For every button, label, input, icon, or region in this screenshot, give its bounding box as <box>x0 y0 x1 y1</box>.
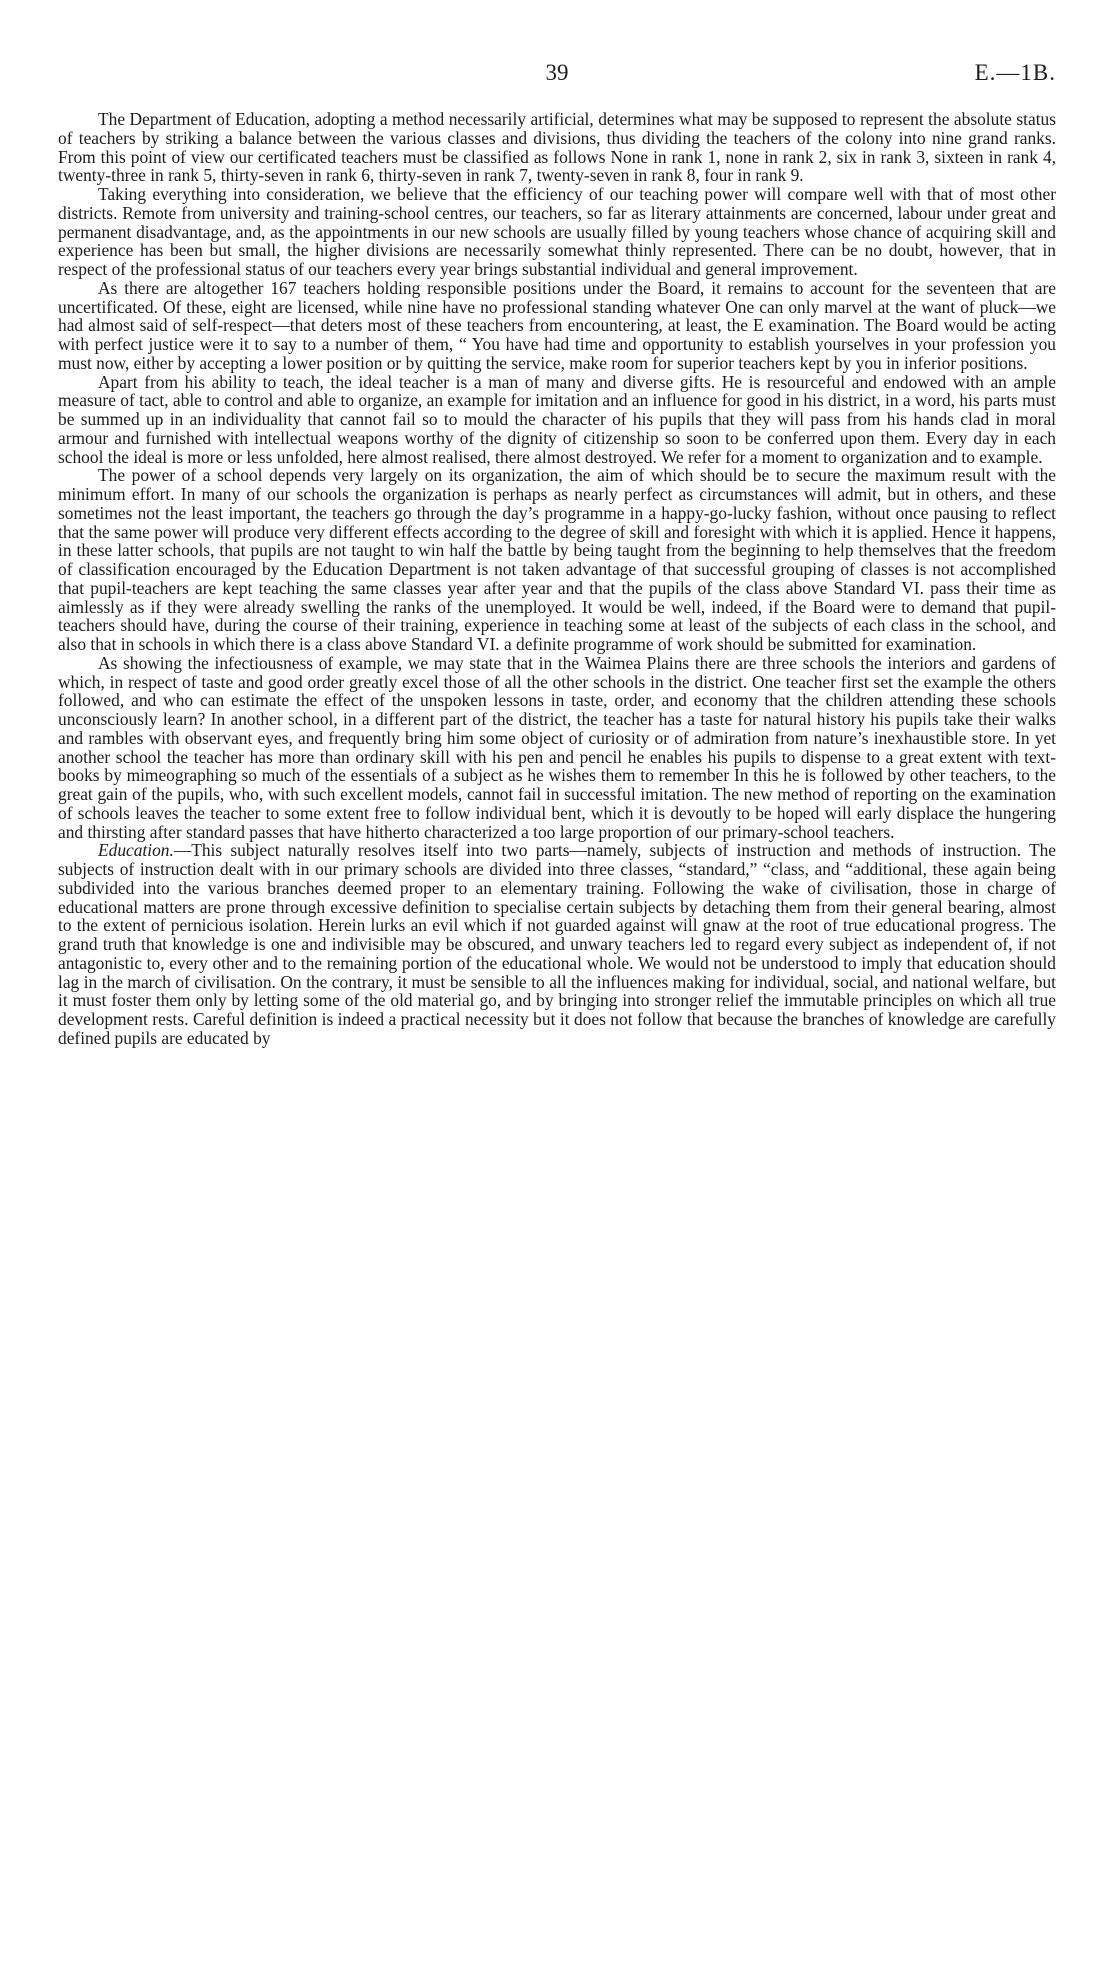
paragraph-school-organization: The power of a school depends very largely on its organization, the aim of which should be to secure the maximum result with the minimum effort. In many of our schools the organization is perhaps as nearly perfect as circumstances will admit, but in others, and these sometimes not the least important, the teachers go through the day’s programme in a happy-go-lucky fashion, without once pausing to reflect that the same power will produce very different effects according to the degree of skill and foresight with which it is applied. Hence it happens, in these latter schools, that pupils are not taught to win half the battle by being taught from the beginning to help themselves that the freedom of classification encouraged by the Education Department is not taken advantage of that successful grouping of classes is not accomplished that pupil-teachers are kept teaching the same classes year after year and that the pupils of the class above Standard VI. pass their time as aimlessly as if they were already swelling the ranks of the unemployed. It would be well, indeed, if the Board were to demand that pupil-teachers should have, during the course of their training, experience in teaching some at least of the subjects of each class in the school, and also that in schools in which there is a class above Standard VI. a definite programme of work should be submitted for examination. <box>58 465 1056 654</box>
paragraph-teacher-ranks: The Department of Education, adopting a method necessarily artificial, determines what may be supposed to represent the absolute status of teachers by striking a balance between the various classes and divisions, thus dividing the teachers of the colony into nine grand ranks. From this point of view our certificated teachers must be classified as follows None in rank 1, none in rank 2, six in rank 3, sixteen in rank 4, twenty-three in rank 5, thirty-seven in rank 6, thirty-seven in rank 7, twenty-seven in rank 8, four in rank 9. <box>58 109 1056 186</box>
paragraph-uncertificated-teachers: As there are altogether 167 teachers holding responsible positions under the Board, it remains to account for the seventeen that are uncertificated. Of these, eight are licensed, while nine have no professional standing whatever One can only marvel at the want of pluck—we had almost said of self-respect—that deters most of these teachers from encountering, at least, the E examination. The Board would be acting with perfect justice were it to say to a number of them, “ You have had time and opportunity to establish yourselves in your profession you must now, either by accepting a lower position or by quitting the service, make room for superior teachers kept by you in inferior positions. <box>58 277 1056 373</box>
paragraph-infectiousness-of-example: As showing the infectiousness of example, we may state that in the Waimea Plains there are three schools the interiors and gardens of which, in respect of taste and good order greatly excel those of all the other schools in the district. One teacher first set the example the others followed, and who can estimate the effect of the unspoken lessons in taste, order, and economy that the children attending these schools unconsciously learn? In another school, in a different part of the district, the teacher has a taste for natural history his pupils take their walks and rambles with observant eyes, and frequently bring him some object of curiosity or of admiration from nature’s inexhaustible store. In yet another school the teacher has more than ordinary skill with his pen and pencil he enables his pupils to dispense to a great extent with text-books by mimeographing so much of the essentials of a subject as he wishes them to remember In this he is followed by other teachers, to the great gain of the pupils, who, with such excellent models, cannot fail in successful imitation. The new method of reporting on the examination of schools leaves the teacher to some extent free to follow individual bent, which it is devoutly to be hoped will early displace the hungering and thirsting after standard passes that have hitherto characterized a too large proportion of our primary-school teachers. <box>58 652 1056 842</box>
document-page <box>58 60 1056 1048</box>
paragraph-ideal-teacher: Apart from his ability to teach, the ideal teacher is a man of many and diverse gifts. He is resourceful and endowed with an ample measure of tact, able to control and able to organize, an example for imitation and an influence for good in his district, in a word, his parts must be summed up in an individuality that cannot fail so to mould the character of his pupils that they will pass from his hands clad in moral armour and furnished with intellectual weapons worthy of the dignity of citizenship so soon to be conferred upon them. Every day in each school the ideal is more or less unfolded, here almost realised, there almost destroyed. We refer for a moment to organization and to example. <box>58 371 1056 467</box>
education-heading: Education. <box>98 840 174 861</box>
page-number: 39 <box>545 60 569 85</box>
document-reference: E.—1B. <box>974 60 1056 85</box>
page-header <box>58 60 1056 110</box>
paragraph-education <box>58 841 1056 1047</box>
paragraph-teaching-efficiency: Taking everything into consideration, we believe that the efficiency of our teaching power will compare well with that of most other districts. Remote from university and training-school centres, our teachers, so far as literary attainments are concerned, labour under great and permanent disadvantage, and, as the appointments in our new schools are usually filled by young teachers whose chance of acquiring skill and experience has been but small, the higher divisions are necessarily somewhat thinly represented. There can be no doubt, however, that in respect of the professional status of our teachers every year brings substantial individual and general improvement. <box>58 184 1056 279</box>
education-text: —This subject naturally resolves itself into two parts—namely, subjects of instruction and methods of instruction. The subjects of instruction dealt with in our primary schools are divided into three classes, “standard,” “class, and “additional, these again being subdivided into the various branches deemed proper to an elementary training. Following the wake of civilisation, those in charge of educational matters are prone through excessive definition to specialise certain subjects by detaching them from their general bearing, almost to the extent of pernicious isolation. Herein lurks an evil which if not guarded against will gnaw at the root of true educational progress. The grand truth that knowledge is one and indivisible may be obscured, and unwary teachers led to regard every subject as independent of, if not antagonistic to, every other and to the remaining portion of the educational whole. We would not be understood to imply that education should lag in the march of civilisation. On the contrary, it must be sensible to all the influences making for individual, social, and national welfare, but it must foster them only by letting some of the old material go, and by bringing into stronger relief the immutable principles on which all true development rests. Careful definition is indeed a practical necessity but it does not follow that because the branches of knowledge are carefully defined pupils are educated by <box>58 840 1056 1048</box>
body-text <box>58 110 1056 1048</box>
